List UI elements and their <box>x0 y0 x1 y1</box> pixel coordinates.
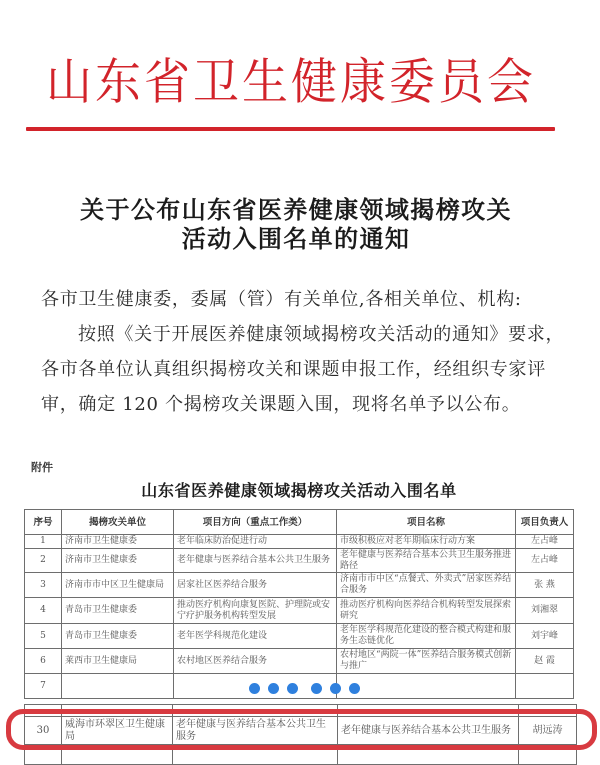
leader-cell: 刘湘翠 <box>516 598 574 624</box>
column-header-direction: 项目方向（重点工作类） <box>174 510 337 535</box>
direction-cell: 居家社区医养结合服务 <box>174 573 337 598</box>
ellipsis-dot-icon <box>311 683 322 694</box>
project-name-cell: 老年健康与医养结合基本公共卫生服务推进路径 <box>337 549 516 573</box>
notice-title-line-2: 活动入围名单的通知 <box>181 224 411 253</box>
project-name-cell: 济南市市中区“点餐式、外卖式”居家医养结合服务 <box>337 573 516 598</box>
seq-cell: 1 <box>25 535 62 549</box>
notice-title <box>0 195 592 253</box>
shortlist-table <box>24 509 573 691</box>
unit-cell: 威海市环翠区卫生健康局 <box>62 717 173 745</box>
highlight-annotation-box <box>6 709 597 750</box>
table-row <box>25 598 574 624</box>
omitted-rows-indicator <box>0 683 600 695</box>
ellipsis-dot-icon <box>249 683 260 694</box>
seq-cell: 7 <box>25 674 62 699</box>
project-name-cell: 推动医疗机构向医养结合机构转型发展探索研究 <box>337 598 516 624</box>
salutation: 各市卫生健康委，委属（管）有关单位,各相关单位、机构: <box>41 289 522 310</box>
seq-cell: 30 <box>25 717 62 745</box>
ellipsis-dot-icon <box>349 683 360 694</box>
seq-cell: 2 <box>25 549 62 573</box>
project-name-cell: 老年医学科规范化建设的整合模式构建和服务生态链优化 <box>337 624 516 649</box>
column-header-seq: 序号 <box>25 510 62 535</box>
seq-cell: 5 <box>25 624 62 649</box>
seq-cell: 4 <box>25 598 62 624</box>
notice-body <box>41 282 565 422</box>
leader-cell: 左占峰 <box>516 535 574 549</box>
attachment-label: 附件 <box>31 461 53 474</box>
table-row <box>25 535 574 549</box>
list-title: 山东省医养健康领域揭榜攻关活动入围名单 <box>141 481 457 500</box>
notice-title-line-1: 关于公布山东省医养健康领域揭榜攻关 <box>80 195 512 224</box>
table-row <box>25 549 574 573</box>
leader-cell: 左占峰 <box>516 549 574 573</box>
seq-cell: 3 <box>25 573 62 598</box>
direction-cell: 老年健康与医养结合基本公共卫生服务 <box>174 549 337 573</box>
letterhead-red-rule <box>26 127 555 131</box>
body-line-1: 按照《关于开展医养健康领域揭榜攻关活动的通知》要求， <box>78 324 565 345</box>
project-name-cell: 老年健康与医养结合基本公共卫生服务 <box>338 717 519 745</box>
table-row <box>25 573 574 598</box>
seq-cell: 6 <box>25 649 62 674</box>
column-header-leader: 项目负责人 <box>516 510 574 535</box>
direction-cell: 农村地区医养结合服务 <box>174 649 337 674</box>
ellipsis-dot-icon <box>287 683 298 694</box>
leader-cell: 胡远涛 <box>519 717 577 745</box>
direction-cell: 老年健康与医养结合基本公共卫生服务 <box>173 717 338 745</box>
table-row <box>25 624 574 649</box>
direction-cell: 老年临床防治促进行动 <box>174 535 337 549</box>
leader-cell: 刘宇峰 <box>516 624 574 649</box>
leader-cell: 张 燕 <box>516 573 574 598</box>
direction-cell: 推动医疗机构向康复医院、护理院或安宁疗护服务机构转型发展 <box>174 598 337 624</box>
unit-cell: 济南市卫生健康委 <box>62 535 174 549</box>
unit-cell: 济南市卫生健康委 <box>62 549 174 573</box>
body-line-3: 审，确定 120 个揭榜攻关课题入围，现将名单予以公布。 <box>41 394 521 415</box>
unit-cell: 济南市市中区卫生健康局 <box>62 573 174 598</box>
table-row <box>25 649 574 674</box>
unit-cell: 莱西市卫生健康局 <box>62 649 174 674</box>
table-header-row <box>25 510 574 535</box>
leader-cell: 赵 霞 <box>516 649 574 674</box>
ellipsis-dot-icon <box>330 683 341 694</box>
ellipsis-dot-icon <box>268 683 279 694</box>
project-name-cell: 市级积极应对老年期临床行动方案 <box>337 535 516 549</box>
unit-cell: 青岛市卫生健康委 <box>62 624 174 649</box>
direction-cell: 老年医学科规范化建设 <box>174 624 337 649</box>
body-line-2: 各市各单位认真组织揭榜攻关和课题申报工作，经组织专家评 <box>41 359 546 380</box>
unit-cell: 青岛市卫生健康委 <box>62 598 174 624</box>
column-header-project-name: 项目名称 <box>337 510 516 535</box>
project-name-cell: 农村地区“两院一体”医养结合服务模式创新与推广 <box>337 649 516 674</box>
column-header-unit: 揭榜攻关单位 <box>62 510 174 535</box>
letterhead-org-name: 山东省卫生健康委员会 <box>46 52 536 111</box>
